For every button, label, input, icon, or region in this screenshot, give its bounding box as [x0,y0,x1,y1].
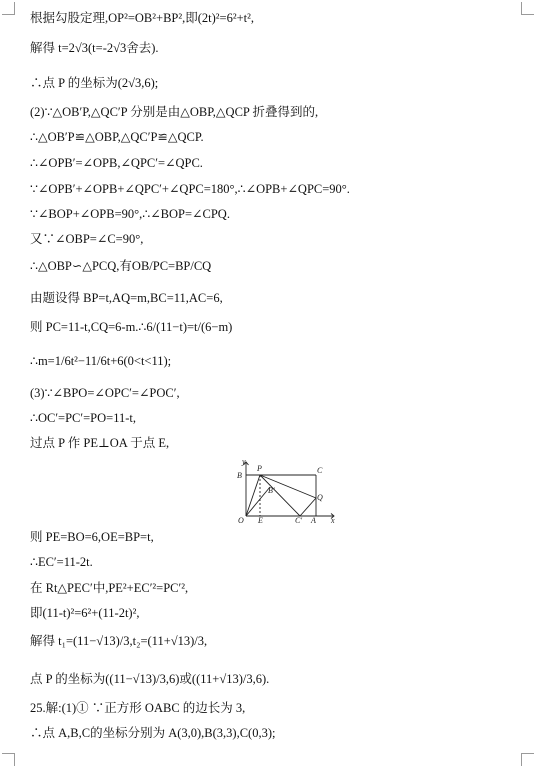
text-line: 在 Rt△PEC′中,PE²+EC′²=PC′², [30,581,189,595]
text-line: ∵∠OPB′+∠OPB+∠QPC′+∠QPC=180°,∴∠OPB+∠QPC=90°. [30,182,350,196]
page-corner-mark [521,753,534,766]
text-line: (3)∵∠BPO=∠OPC′=∠POC′, [30,386,180,400]
text-line: 又∵∠OBP=∠C=90°, [30,232,144,246]
text-line: 25.解:(1)① ∵正方形 OABC 的边长为 3, [30,701,246,715]
label-c: C [317,466,323,475]
page-corner-mark [2,2,15,15]
coordinate-figure [232,458,340,524]
text-line: 点 P 的坐标为((11−√13)/3,6)或((11+√13)/3,6). [30,672,270,686]
text-line: 解得 t=2√3(t=-2√3舍去). [30,41,159,55]
text-line: ∴△OB′P≌△OBP,△QC′P≌△QCP. [30,130,204,144]
text-line: 解得 t₁=(11−√13)/3,t₂=(11+√13)/3, [30,634,208,648]
segment-po [246,475,260,516]
label-o: O [238,516,244,524]
segment-pc-prime [260,475,300,516]
page-corner-mark [2,753,15,766]
text-line: 过点 P 作 PE⊥OA 于点 E, [30,436,170,450]
text-line: ∴OC′=PC′=PO=11-t, [30,411,136,425]
text-line: ∴△OBP∽△PCQ,有OB/PC=BP/CQ [30,259,212,273]
text-line: 则 PC=11-t,CQ=6-m.∴6/(11−t)=t/(6−m) [30,320,233,334]
label-x: x [331,516,335,524]
text-line: ∵∠BOP+∠OPB=90°,∴∠BOP=∠CPQ. [30,207,230,221]
label-c-prime: C′ [295,516,303,524]
label-y: y [242,458,246,466]
label-p: P [257,464,262,473]
text-line: 根据勾股定理,OP²=OB²+BP²,即(2t)²=6²+t², [30,11,254,25]
segment-ob-prime [246,487,270,516]
text-line: ∴m=1/6t²−11/6t+6(0<t<11); [30,354,172,368]
text-line: ∴点 P 的坐标为(2√3,6); [30,76,159,90]
text-line: (2)∵△OB′P,△QC′P 分别是由△OBP,△QCP 折叠得到的, [30,105,319,119]
text-line: ∴∠OPB′=∠OPB,∠QPC′=∠QPC. [30,156,203,170]
label-b: B [237,471,242,480]
text-line: ∴点 A,B,C的坐标分别为 A(3,0),B(3,3),C(0,3); [30,726,276,740]
text-line: ∴EC′=11-2t. [30,555,93,569]
text-line: 即(11-t)²=6²+(11-2t)², [30,606,140,620]
label-q: Q [317,493,323,502]
label-a: A [311,516,316,524]
segment-qc-prime [300,498,316,516]
label-b-prime: B′ [268,486,275,495]
label-e: E [258,516,263,524]
text-line: 由题设得 BP=t,AQ=m,BC=11,AC=6, [30,291,223,305]
text-line: 则 PE=BO=6,OE=BP=t, [30,530,154,544]
